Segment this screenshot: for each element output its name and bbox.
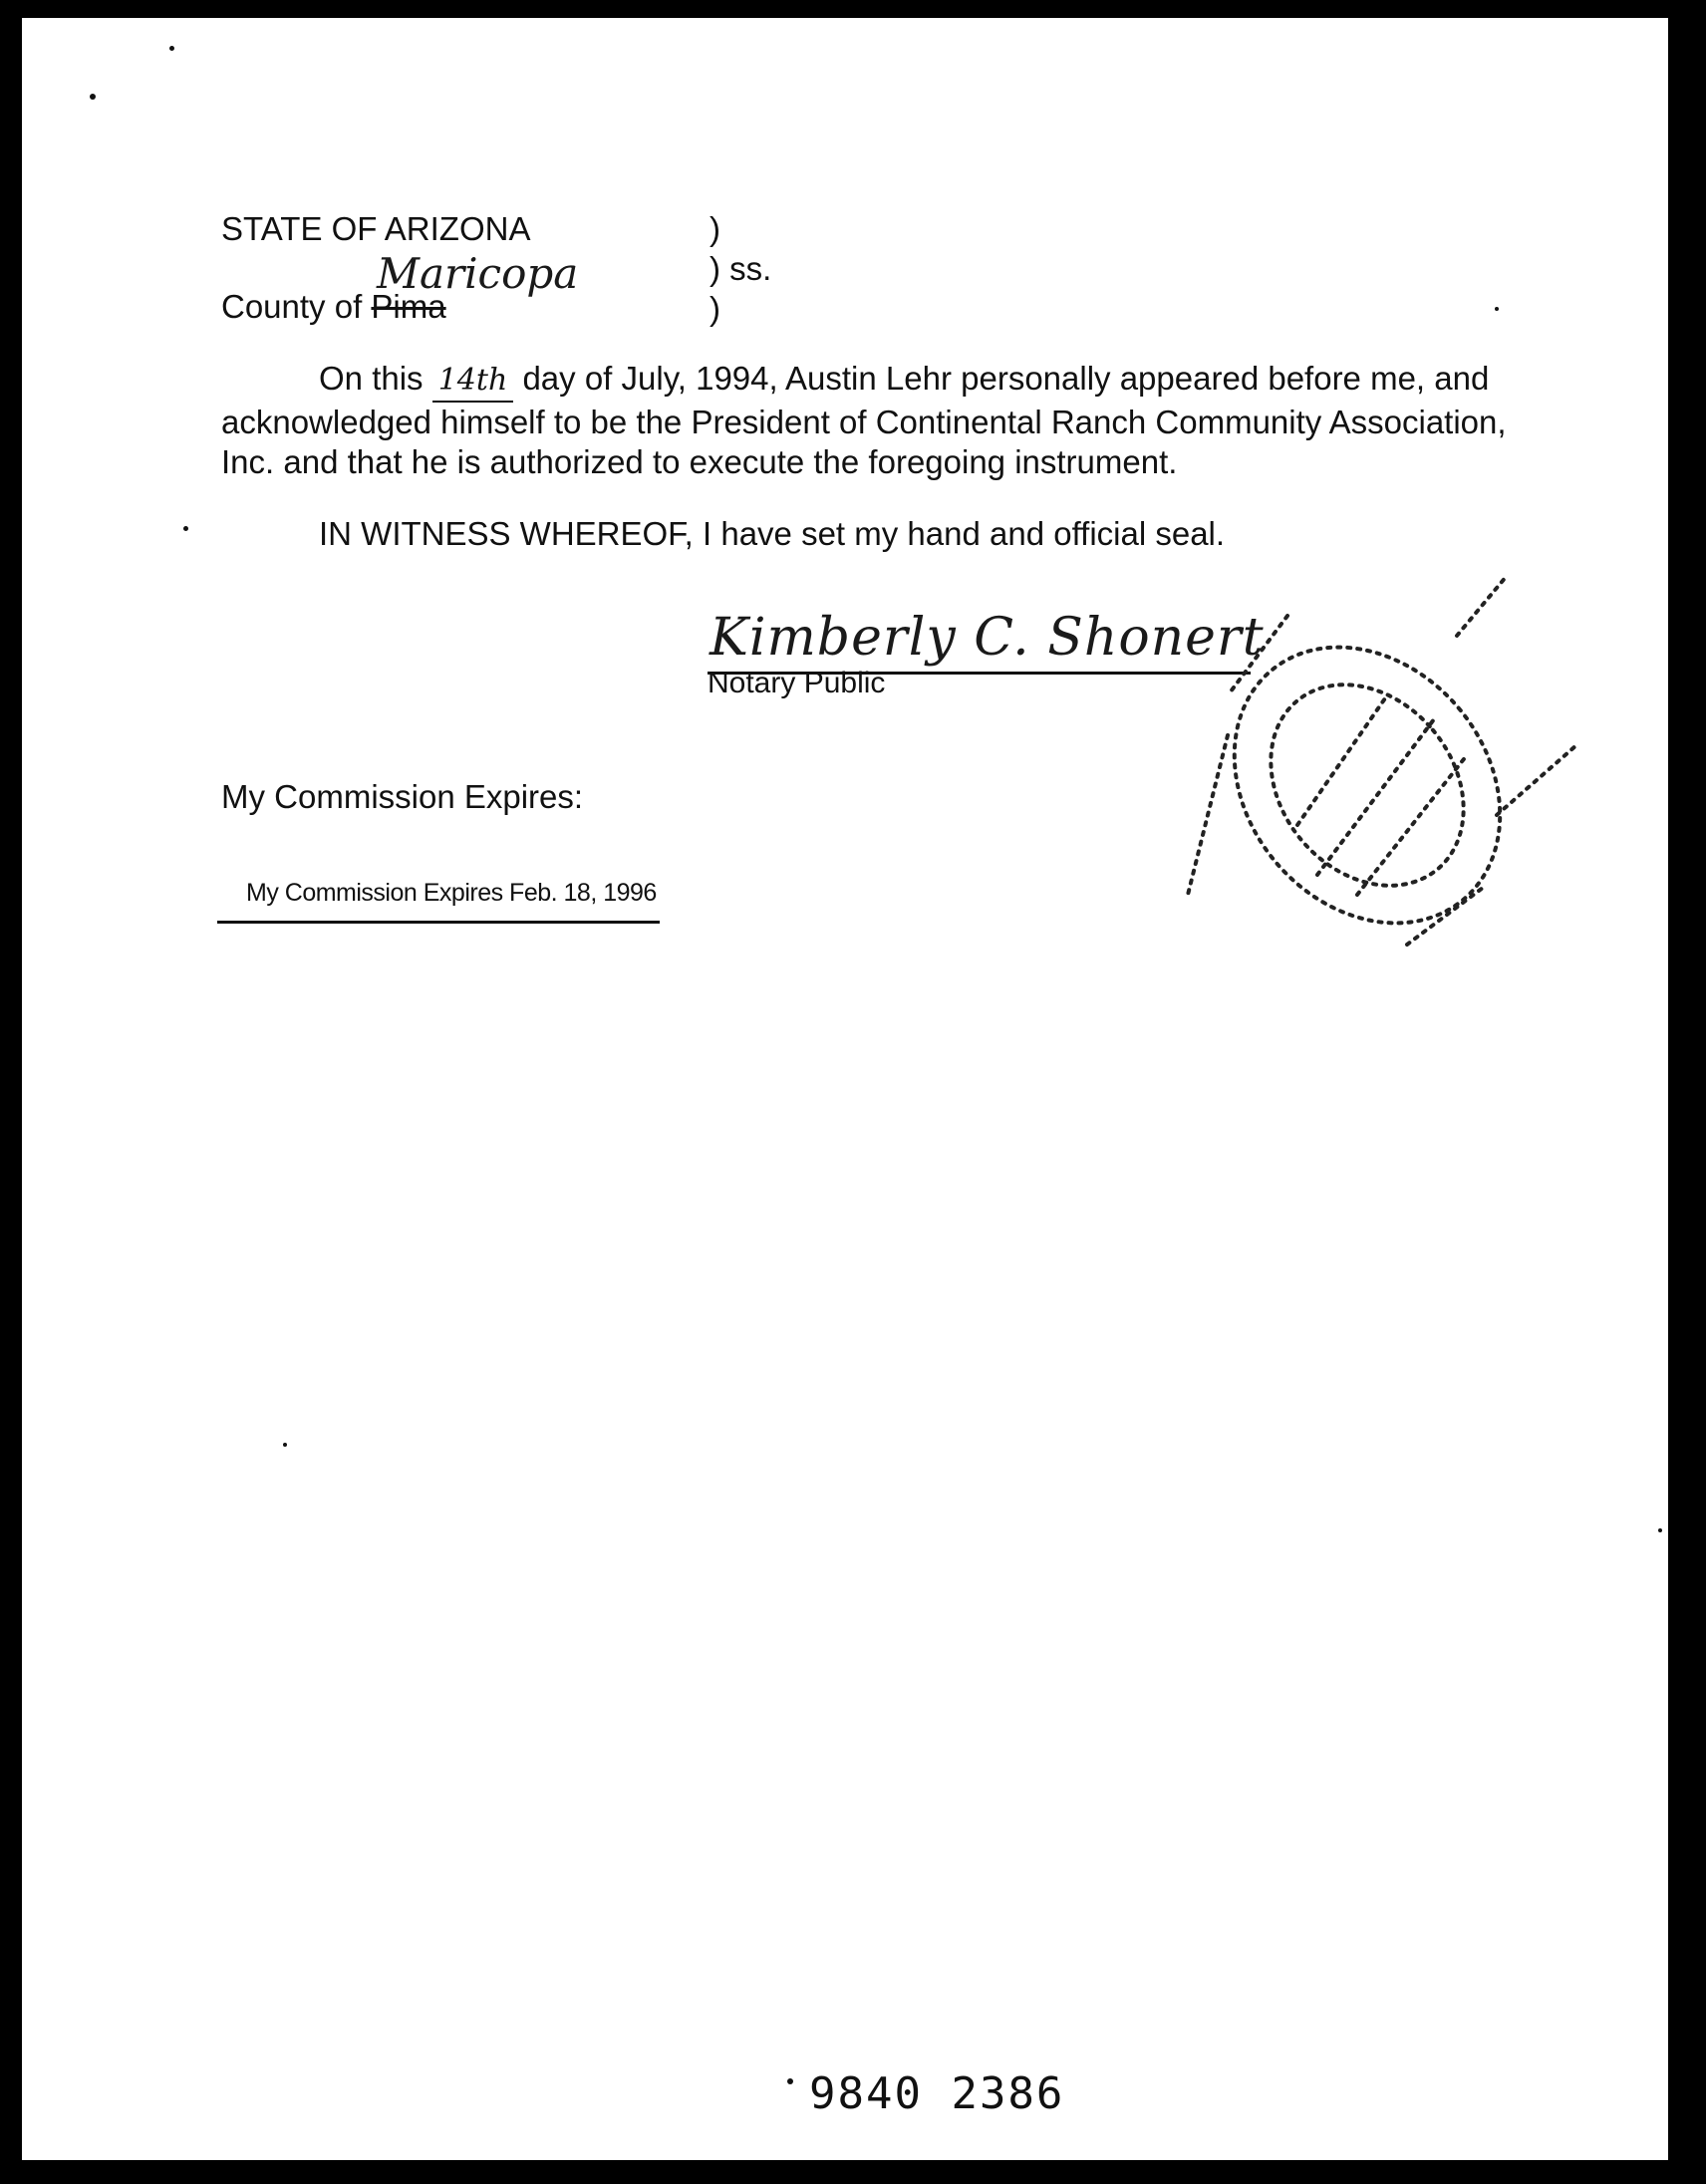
acknowledgment-line-1-rest: day of July, 1994, Austin Lehr personally appeared before me, and (522, 360, 1490, 397)
notary-signature: Kimberly C. Shonert (710, 608, 1265, 668)
notary-seal-image (1168, 576, 1586, 974)
scan-speck (1495, 307, 1499, 311)
document-page (22, 18, 1668, 2160)
acknowledgment-line-2: acknowledged himself to be the President of Continental Ranch Community Association, (221, 404, 1507, 440)
county-struck: Pima (371, 288, 446, 325)
acknowledgment-line-3: Inc. and that he is authorized to execute the foregoing instrument. (221, 443, 1178, 480)
state-heading: STATE OF ARIZONA (221, 210, 531, 247)
acknowledgment-lead: On this (319, 360, 424, 397)
scan-speck (169, 46, 174, 51)
acknowledgment-line-1 (221, 359, 1517, 403)
scan-speck (283, 1443, 287, 1447)
witness-clause: IN WITNESS WHEREOF, I have set my hand and official seal. (319, 515, 1226, 552)
scan-speck (1658, 1528, 1662, 1532)
commission-stamp: My Commission Expires Feb. 18, 1996 (246, 879, 657, 907)
scan-speck (90, 94, 96, 100)
venue-ss: ) ss. (710, 250, 772, 287)
venue-paren-bottom: ) (710, 290, 720, 327)
county-handwritten: Maricopa (377, 249, 579, 298)
county-label: County of (221, 288, 363, 325)
document-number: 9840 2386 (809, 2068, 1065, 2119)
scan-speck (183, 526, 188, 531)
day-handwritten: 14th (432, 361, 514, 403)
scan-speck (787, 2078, 793, 2084)
commission-line (217, 921, 660, 924)
commission-label: My Commission Expires: (221, 778, 584, 815)
venue-paren-top: ) (710, 210, 720, 247)
acknowledgment-paragraph (221, 359, 1517, 482)
notary-caption: Notary Public (708, 667, 886, 699)
